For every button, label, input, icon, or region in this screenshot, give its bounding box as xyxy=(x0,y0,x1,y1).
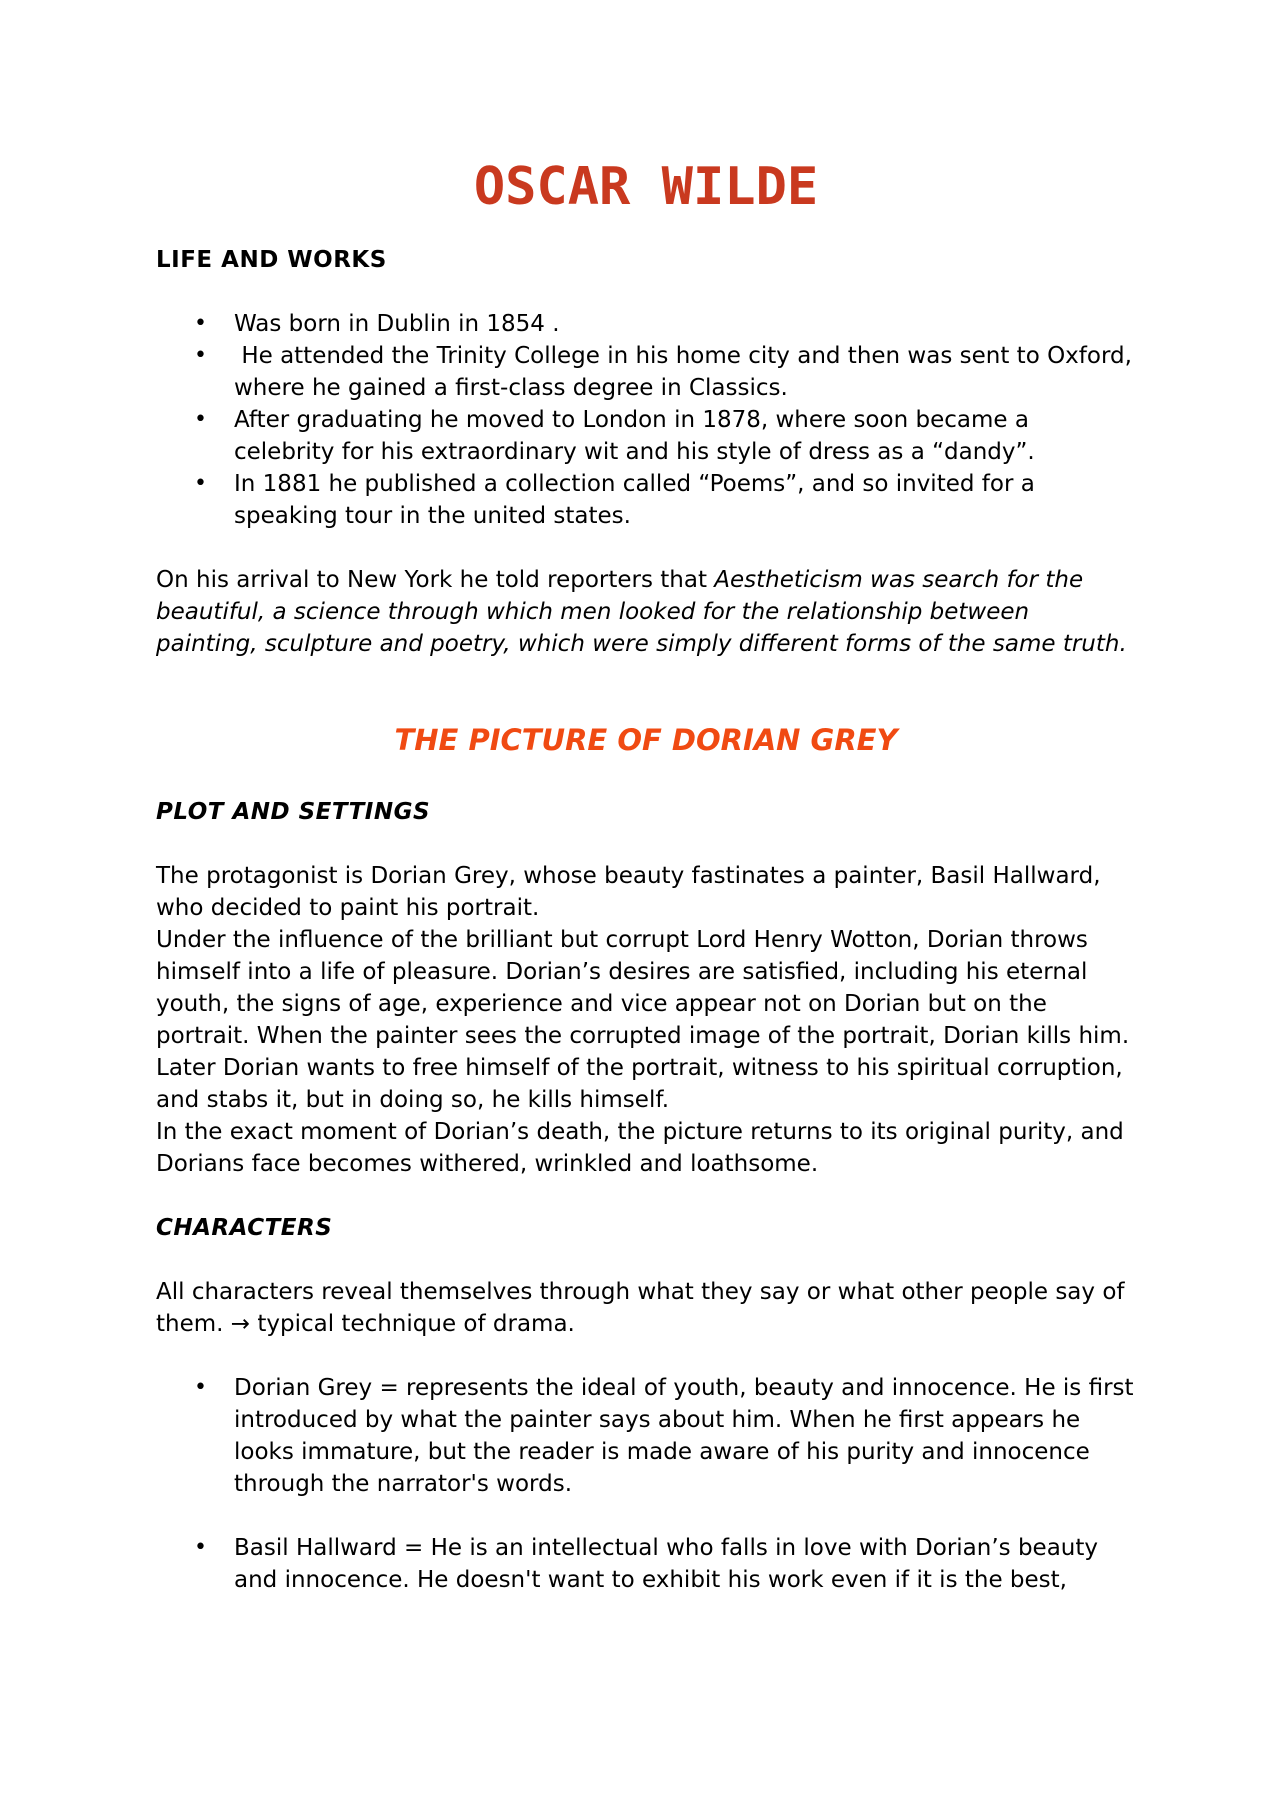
page-title: OSCAR WILDE xyxy=(473,157,819,217)
book-title: THE PICTURE OF DORIAN GREY xyxy=(394,723,898,757)
list-item xyxy=(156,1372,1136,1500)
list-item-text: Dorian Grey = represents the ideal of youth, beauty and innocence. He is first introduced by what the painter says about him. When he first appears he looks immature, but the reader is made aware of his purity and innocence through the narrator's words. xyxy=(234,1375,1134,1497)
plot-heading: PLOT AND SETTINGS xyxy=(156,799,431,825)
document-page xyxy=(156,150,1140,1596)
bullet-icon: • xyxy=(194,471,207,496)
bullet-icon: • xyxy=(194,1375,207,1400)
list-item-text: He attended the Trinity College in his home city and then was sent to Oxford, where he gained a first-class degree in Classics. xyxy=(234,343,1140,401)
list-item-text: In 1881 he published a collection called “Poems”, and so invited for a speaking tour in the united states. xyxy=(234,471,1035,529)
bullet-icon: • xyxy=(194,407,207,432)
arrival-intro: On his arrival to New York he told reporters that xyxy=(156,567,715,593)
plot-paragraph: The protagonist is Dorian Grey, whose beauty fastinates a painter, Basil Hallward, who decided to paint his portrait. xyxy=(156,863,1101,921)
character-bullet-list xyxy=(156,1372,1136,1500)
plot-paragraph: In the exact moment of Dorian’s death, the picture returns to its original purity, and Dorians face becomes withered, wrinkled and loathsome. xyxy=(156,1119,1124,1177)
bullet-icon: • xyxy=(194,311,207,336)
characters-intro: All characters reveal themselves through what they say or what other people say of them. → typical technique of drama. xyxy=(156,1279,1125,1337)
list-item xyxy=(156,340,1140,404)
list-item xyxy=(156,404,1136,468)
aestheticism-quote: Aestheticism was search for the beautiful, a science through which men looked for the relationship between painting, sculpture and poetry, which were simply different forms of the same truth. xyxy=(156,567,1127,657)
life-bullet-list xyxy=(156,308,1140,532)
list-item xyxy=(156,468,1136,532)
life-and-works-heading: LIFE AND WORKS xyxy=(156,247,387,273)
arrival-paragraph xyxy=(156,564,1136,660)
plot-paragraph: Under the influence of the brilliant but corrupt Lord Henry Wotton, Dorian throws himself into a life of pleasure. Dorian’s desires are satisfied, including his eternal youth, the signs of age, experience and vice appear not on Dorian but on the portrait. When the painter sees the corrupted image of the portrait, Dorian kills him. Later Dorian wants to free himself of the portrait, witness to his spiritual corruption, and stabs it, but in doing so, he kills himself. xyxy=(156,927,1130,1113)
character-bullet-list xyxy=(156,1532,1136,1596)
bullet-icon: • xyxy=(194,1535,207,1560)
list-item-text: After graduating he moved to London in 1878, where soon became a celebrity for his extraordinary wit and his style of dress as a “dandy”. xyxy=(234,407,1035,465)
list-item-text: Basil Hallward = He is an intellectual who falls in love with Dorian’s beauty and innocence. He doesn't want to exhibit his work even if it is the best, xyxy=(234,1535,1099,1593)
list-item-text: Was born in Dublin in 1854 . xyxy=(234,311,560,337)
bullet-icon: • xyxy=(194,343,207,368)
characters-heading: CHARACTERS xyxy=(156,1215,333,1241)
list-item xyxy=(156,1532,1136,1596)
list-item xyxy=(156,308,1136,340)
